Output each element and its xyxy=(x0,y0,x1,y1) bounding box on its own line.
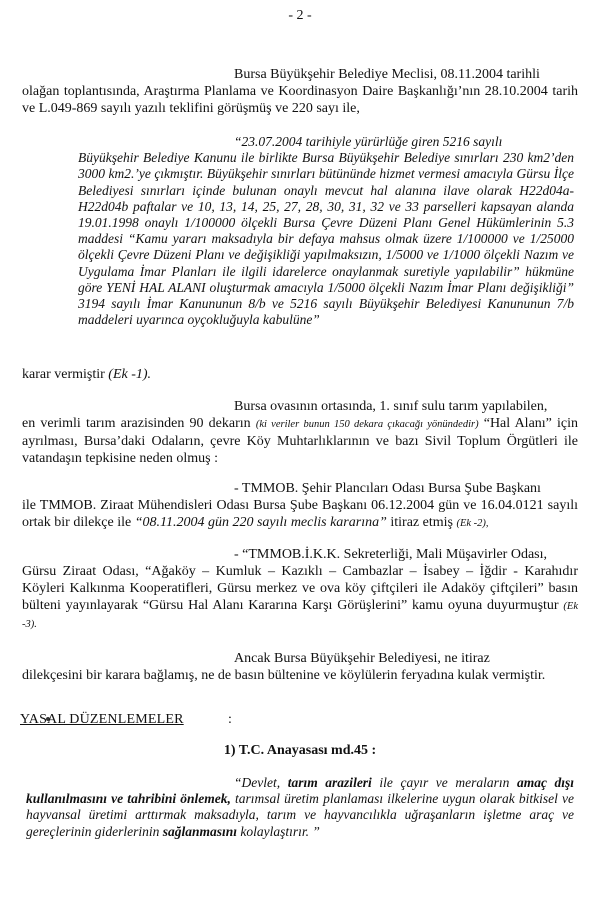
paragraph-text: sayılı ortak bir dilekçe ile xyxy=(22,498,579,530)
quote-text: “Devlet, xyxy=(234,775,281,790)
paragraph-text: Alanı” için ayrılması, Bursa’daki Odaların, çevre Köy Muhtarlıklarının ve bazı Sivil Toplum Örgütleri ile vatandaşın tepkisine neden olmuş : xyxy=(22,416,579,466)
paragraph-first-line: Ancak Bursa Büyükşehir Belediyesi, ne itiraz xyxy=(234,651,490,666)
annex-ref-2: (Ek -2), xyxy=(456,518,489,529)
section-heading: YASAL DÜZENLEMELER xyxy=(20,712,184,727)
quote-bold: tarım arazileri xyxy=(287,775,372,790)
quote-bold: amaç dışı kullanılmasını ve tahribini önlemek, xyxy=(26,775,575,807)
paragraph-text: en verimli tarım arazisinden 90 dekarın xyxy=(22,416,251,431)
quote-constitution-article xyxy=(26,775,574,840)
section-heading-colon: : xyxy=(228,712,232,727)
paragraph-tmmob-objection xyxy=(22,480,578,532)
paragraph-first-line: Bursa Büyükşehir Belediye Meclisi, 08.11.2004 tarihli xyxy=(234,67,540,82)
quote-text: ile çayır ve meraların xyxy=(379,775,510,790)
paragraph-text: “Hal xyxy=(483,416,511,431)
page-number: - 2 - xyxy=(288,8,312,23)
paragraph-press-release xyxy=(22,546,578,633)
paragraph-note: (ki veriler bunun 150 dekara çıkacağı yönündedir) xyxy=(255,419,479,430)
paragraph-first-line: - “TMMOB.İ.K.K. Sekreterliği, Mali Müşavirler Odası, xyxy=(234,547,547,562)
paragraph-first-line: Bursa ovasının ortasında, 1. sınıf sulu tarım yapılabilen, xyxy=(234,399,548,414)
paragraph-text: dilekçesini bir karara bağlamış, ne de basın bültenine ve köylülerin feryadına kulak vermiştir. xyxy=(22,668,546,683)
paragraph-italic-quote: “08.11.2004 gün 220 sayılı meclis kararına” xyxy=(134,515,387,530)
decision-text: karar vermiştir xyxy=(22,367,105,382)
paragraph-text: olağan toplantısında, Araştırma Planlama ve Koordinasyon Daire Başkanlığı’nın 28.10.2004 tarih ve L.049-869 sayılı yazılı teklifini görüşmüş ve 220 sayı ile, xyxy=(22,84,578,116)
paragraph-bursa-plain xyxy=(22,398,578,467)
quote-council-decision xyxy=(78,134,574,328)
paragraph-council-meeting xyxy=(22,66,578,117)
paragraph-text: itiraz etmiş xyxy=(390,515,453,530)
decision-line xyxy=(22,366,151,383)
paragraph-no-response xyxy=(22,650,578,684)
annex-ref-3: (Ek -3). xyxy=(22,601,578,630)
annex-ref-1: (Ek -1). xyxy=(108,367,152,382)
quote-first-line: “23.07.2004 tarihiyle yürürlüğe giren 5216 sayılı xyxy=(234,134,503,149)
quote-text: Büyükşehir Belediye Kanunu ile birlikte Bursa Büyükşehir Belediye sınırları 230 km2’den 3000 km2.’ye çıkmıştır. Büyükşehir sınırları bütününde hizmet vermesi amacıyla Gürsu İlçe Belediyesi sınırları içinde bulunan onaylı mevcut hal alanına ilave olarak H22d04a-H22d04b paftalar ve 10, 13, 14, 25, 27, 28, 30, 31, 32 ve 33 parselleri kapsayan alanda 19.01.1998 onaylı 1/100000 ölçekli Bursa Çevre Düzeni Planı Genel Hükümlerinin 5.3 maddesi “Kamu yararı maksadıyla bir defaya mahsus olmak üzere 1/100000 ve 1/25000 ölçekli Çevre Düzeni Planı ve değişikliği yapılmaksızın, 1/5000 ve 1/1000 ölçekli Nazım ve Uygulama İmar Planları ile ilgili idarelerce onaylanmak suretiyle yapılabilir” hükmüne göre YENİ HAL ALANI oluşturmak amacıyla 1/5000 ölçekli Nazım İmar Planı değişikliği” 3194 sayılı İmar Kanununun 8/b ve 5216 sayılı Büyükşehir Belediyesi Kanununun 7/b maddeleri uyarınca oyçokluğuyla kabulüne” xyxy=(78,150,574,328)
quote-text: kolaylaştırır. ” xyxy=(240,823,320,839)
paragraph-text: ile TMMOB. Ziraat Mühendisleri Odası Bursa Şube Başkanı 06.12.2004 gün ve 16.04.0121 xyxy=(22,498,544,513)
quote-text: tarımsal üretim planlaması ilkelerine uygun olarak bitkisel ve hayvansal üretimi arttırmak maksadıyla, tarım ve hayvancılıkla uğraşanların işletme araç ve gereçlerinin giderlerinin xyxy=(26,791,574,839)
paragraph-first-line: - TMMOB. Şehir Plancıları Odası Bursa Şube Başkanı xyxy=(234,481,541,496)
subheading-constitution: 1) T.C. Anayasası md.45 : xyxy=(223,743,377,758)
quote-bold: sağlanmasını xyxy=(162,823,238,839)
paragraph-text: Gürsu Ziraat Odası, “Ağaköy – Kumluk – Kazıklı – Cambazlar – İsabey – İğdir - Karahıdır Köyleri Kalkınma Kooperatifleri, Gürsu merkez ve ova köy çiftçileri ile Adaköy çiftçileri” basın bülteni yayınlayarak “Gürsu Hal Alanı Kararına Karşı Görüşlerini” kamu oyuna duyurmuştur xyxy=(22,564,578,613)
